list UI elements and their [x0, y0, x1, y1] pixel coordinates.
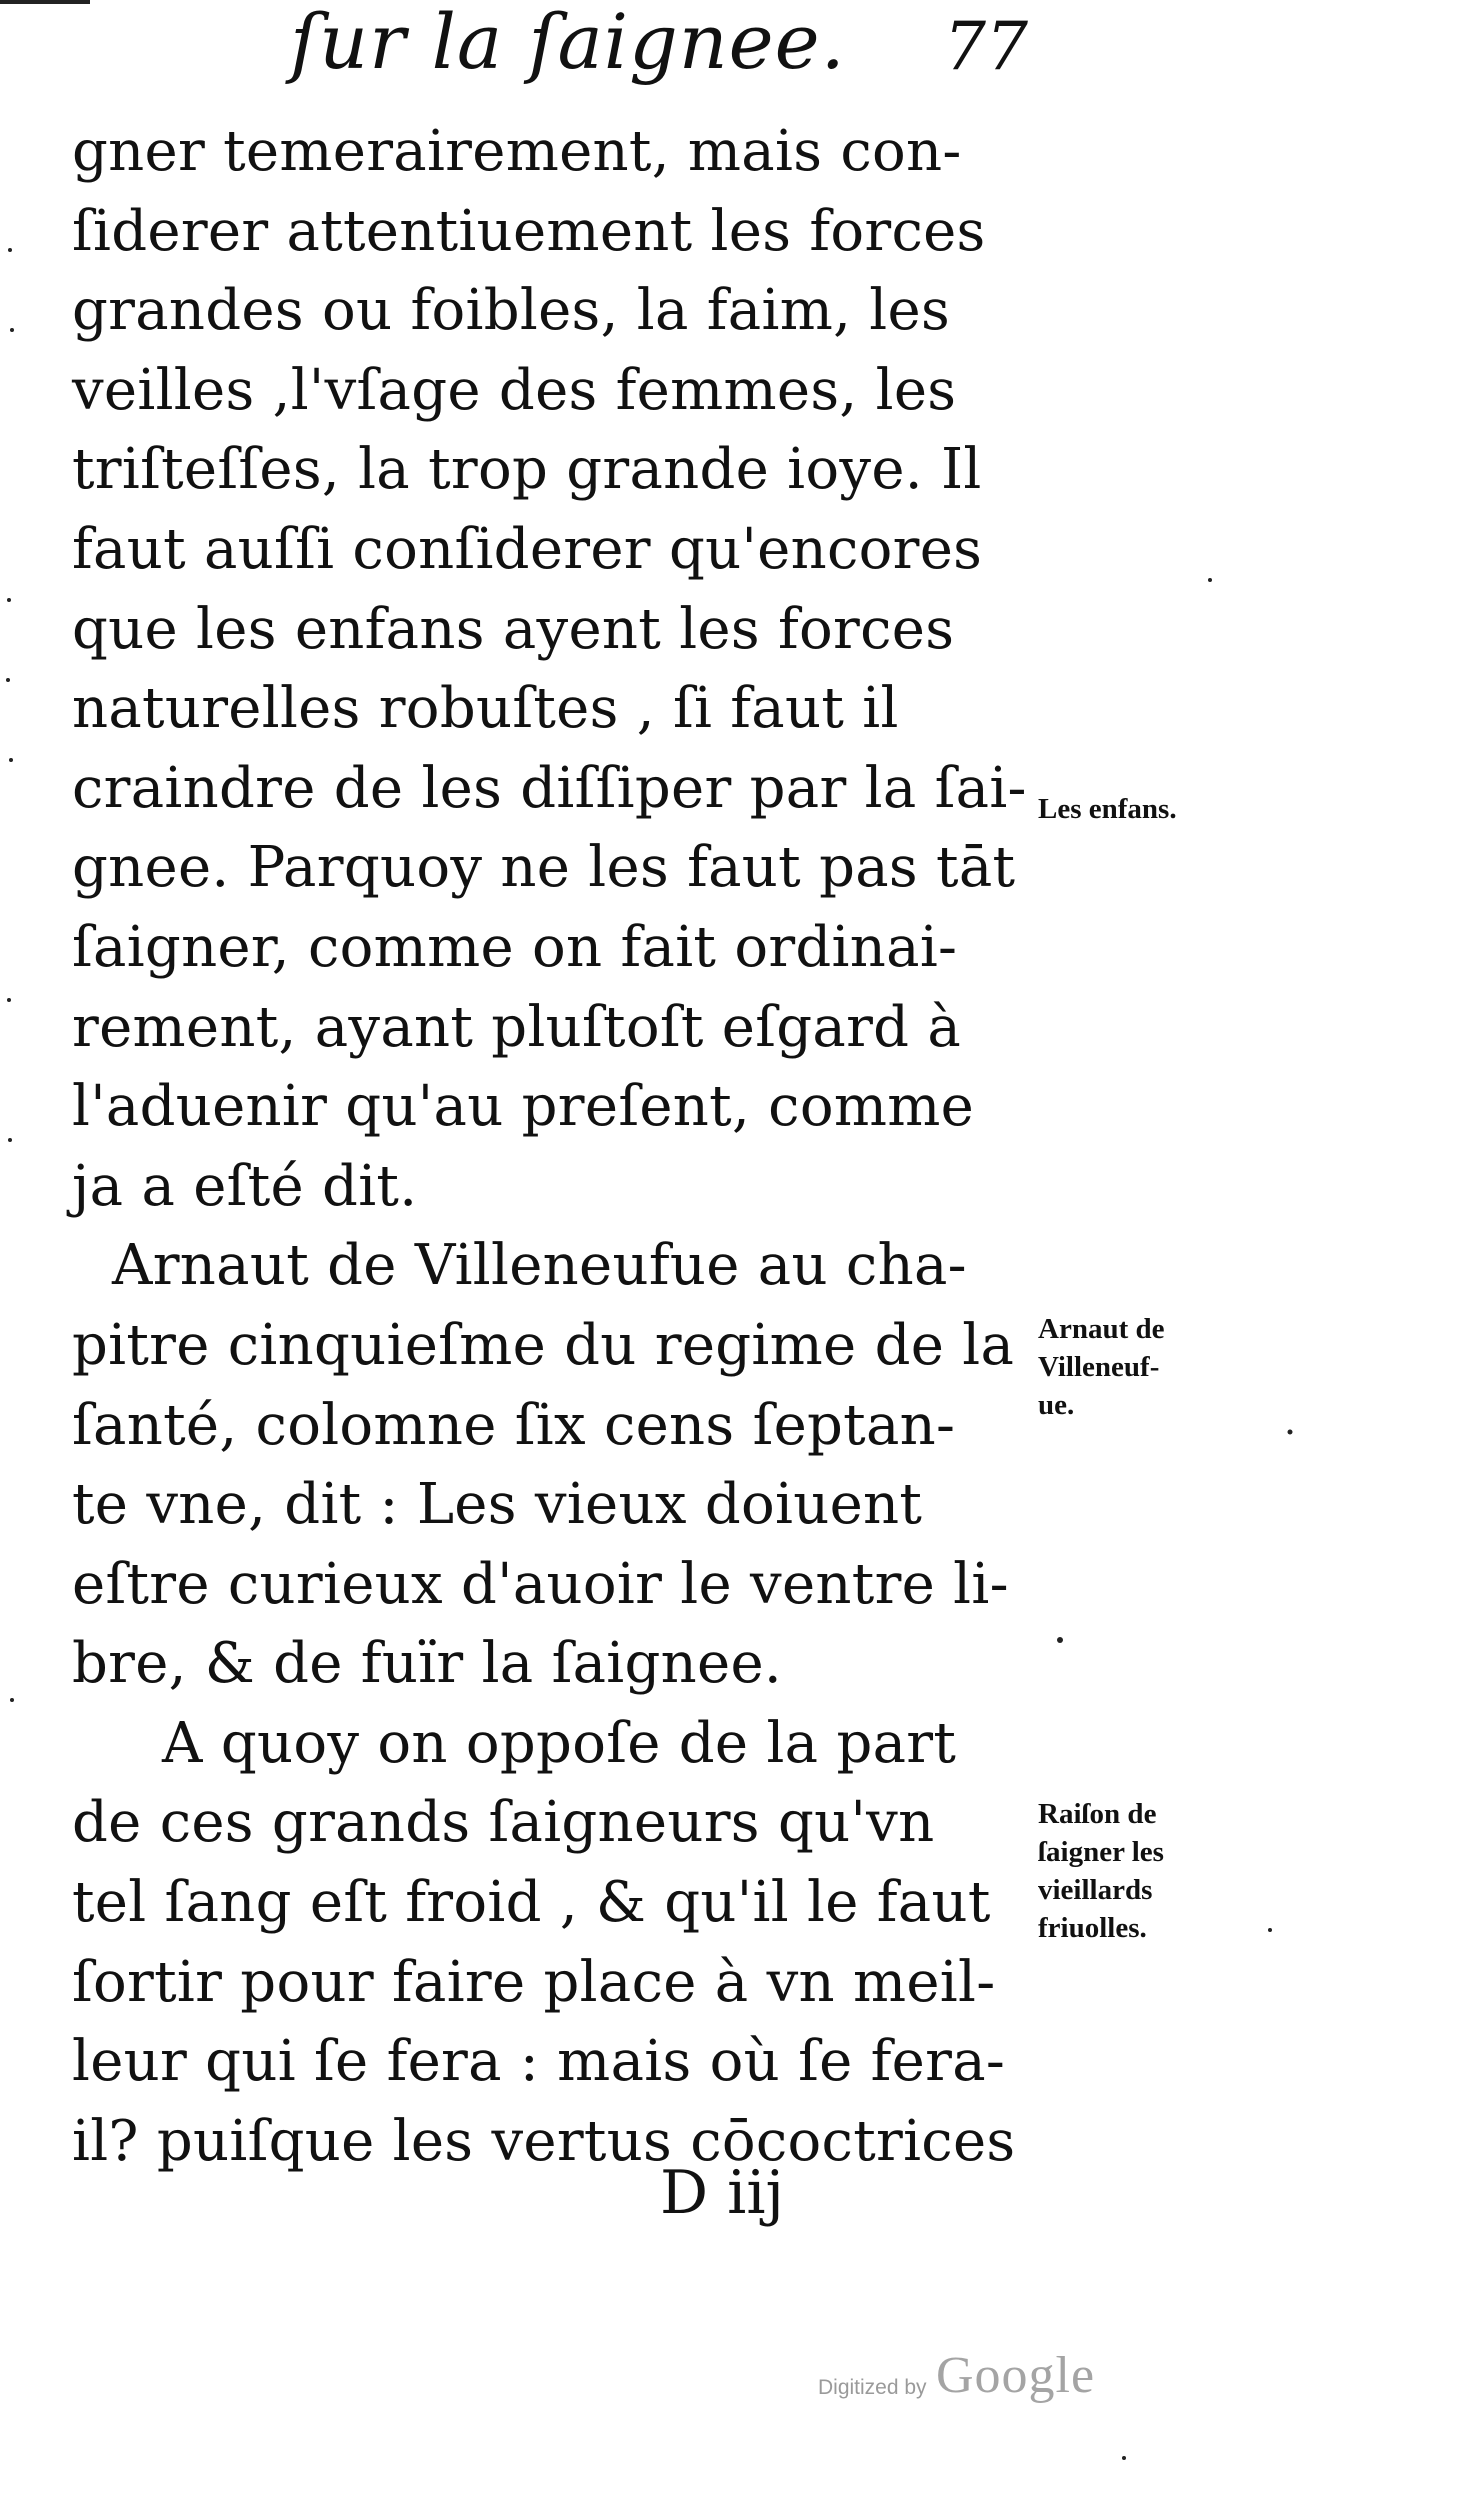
text-line: ja a eſté dit. — [72, 1153, 418, 1219]
digitized-by-label: Digitized by — [818, 2376, 927, 2399]
speck — [7, 998, 11, 1002]
text-line: gnee. Parquoy ne les faut pas tāt — [72, 835, 1016, 901]
text-line: rement, ayant pluſtoſt eſgard à — [72, 994, 962, 1060]
text-line: que les enfans ayent les forces — [72, 596, 955, 662]
text-line: grandes ou foibles, la faim, les — [72, 278, 950, 344]
speck — [8, 1138, 12, 1142]
digitizer-watermark — [818, 2340, 1218, 2420]
text-line: faut auſſi conſiderer qu'encores — [72, 516, 983, 582]
text-line: te vne, dit : Les vieux doiuent — [72, 1472, 923, 1538]
speck — [10, 1698, 14, 1702]
text-line: leur qui ſe fera : mais où ſe fera- — [72, 2029, 1006, 2095]
body-text — [72, 112, 1027, 2181]
speck — [8, 248, 12, 252]
text-line: bre, & de fuïr la ſaignee. — [72, 1631, 782, 1697]
margin-note-line: ſaigner les — [1038, 1836, 1164, 1868]
text-line: ſortir pour faire place à vn meil- — [72, 1949, 996, 2015]
text-line: naturelles robuſtes , ſi faut il — [72, 676, 899, 742]
text-line: ſaigner, comme on fait ordinai- — [72, 914, 958, 980]
text-line: tel ſang eſt froid , & qu'il le faut — [72, 1870, 991, 1936]
margin-note-line: vieillards — [1038, 1874, 1153, 1906]
margin-note-line: Arnaut de — [1038, 1313, 1165, 1345]
text-line: pitre cinquieſme du regime de la — [72, 1312, 1015, 1378]
paragraph-first-line: A quoy on oppoſe de la part — [162, 1710, 957, 1776]
margin-note-line: Les enfans. — [1038, 793, 1177, 825]
margin-note-line: friuolles. — [1038, 1912, 1147, 1944]
text-line: craindre de les diſſiper par la ſai- — [72, 755, 1027, 821]
marginal-notes — [1038, 0, 1298, 2500]
margin-note-line: Raiſon de — [1038, 1798, 1157, 1830]
text-line: il? puiſque les vertus cōcoctrices — [72, 2108, 1016, 2174]
running-head-title: ſur la ſaignee. — [290, 0, 846, 86]
margin-note-arnaut — [1038, 1310, 1164, 1424]
margin-note-raison — [1038, 1795, 1164, 1947]
speck — [9, 758, 13, 762]
edge-mark — [0, 0, 90, 4]
running-head — [290, 0, 1050, 110]
speck — [10, 328, 14, 332]
text-line: ſanté, colomne ſix cens ſeptan- — [72, 1392, 956, 1458]
text-line: veilles ,l'vſage des femmes, les — [72, 357, 957, 423]
text-line: triſteſſes, la trop grande ioye. Il — [72, 437, 982, 503]
paragraph-first-line: Arnaut de Villeneufue au cha- — [112, 1233, 967, 1299]
text-line: ſiderer attentiuement les forces — [72, 198, 986, 264]
text-line: l'aduenir qu'au preſent, comme — [72, 1074, 975, 1140]
text-line: de ces grands ſaigneurs qu'vn — [72, 1790, 935, 1856]
text-line: eſtre curieux d'auoir le ventre li- — [72, 1551, 1009, 1617]
signature-mark: D iij — [660, 2158, 785, 2228]
google-logo: Google — [936, 2347, 1096, 2404]
margin-note-enfans — [1038, 790, 1177, 828]
text-line: gner temerairement, mais con- — [72, 119, 962, 184]
margin-note-line: Villeneuf- — [1038, 1351, 1160, 1383]
speck — [6, 678, 10, 682]
margin-note-line: ue. — [1038, 1389, 1075, 1421]
page-number: 77 — [944, 8, 1028, 85]
speck — [7, 598, 11, 602]
